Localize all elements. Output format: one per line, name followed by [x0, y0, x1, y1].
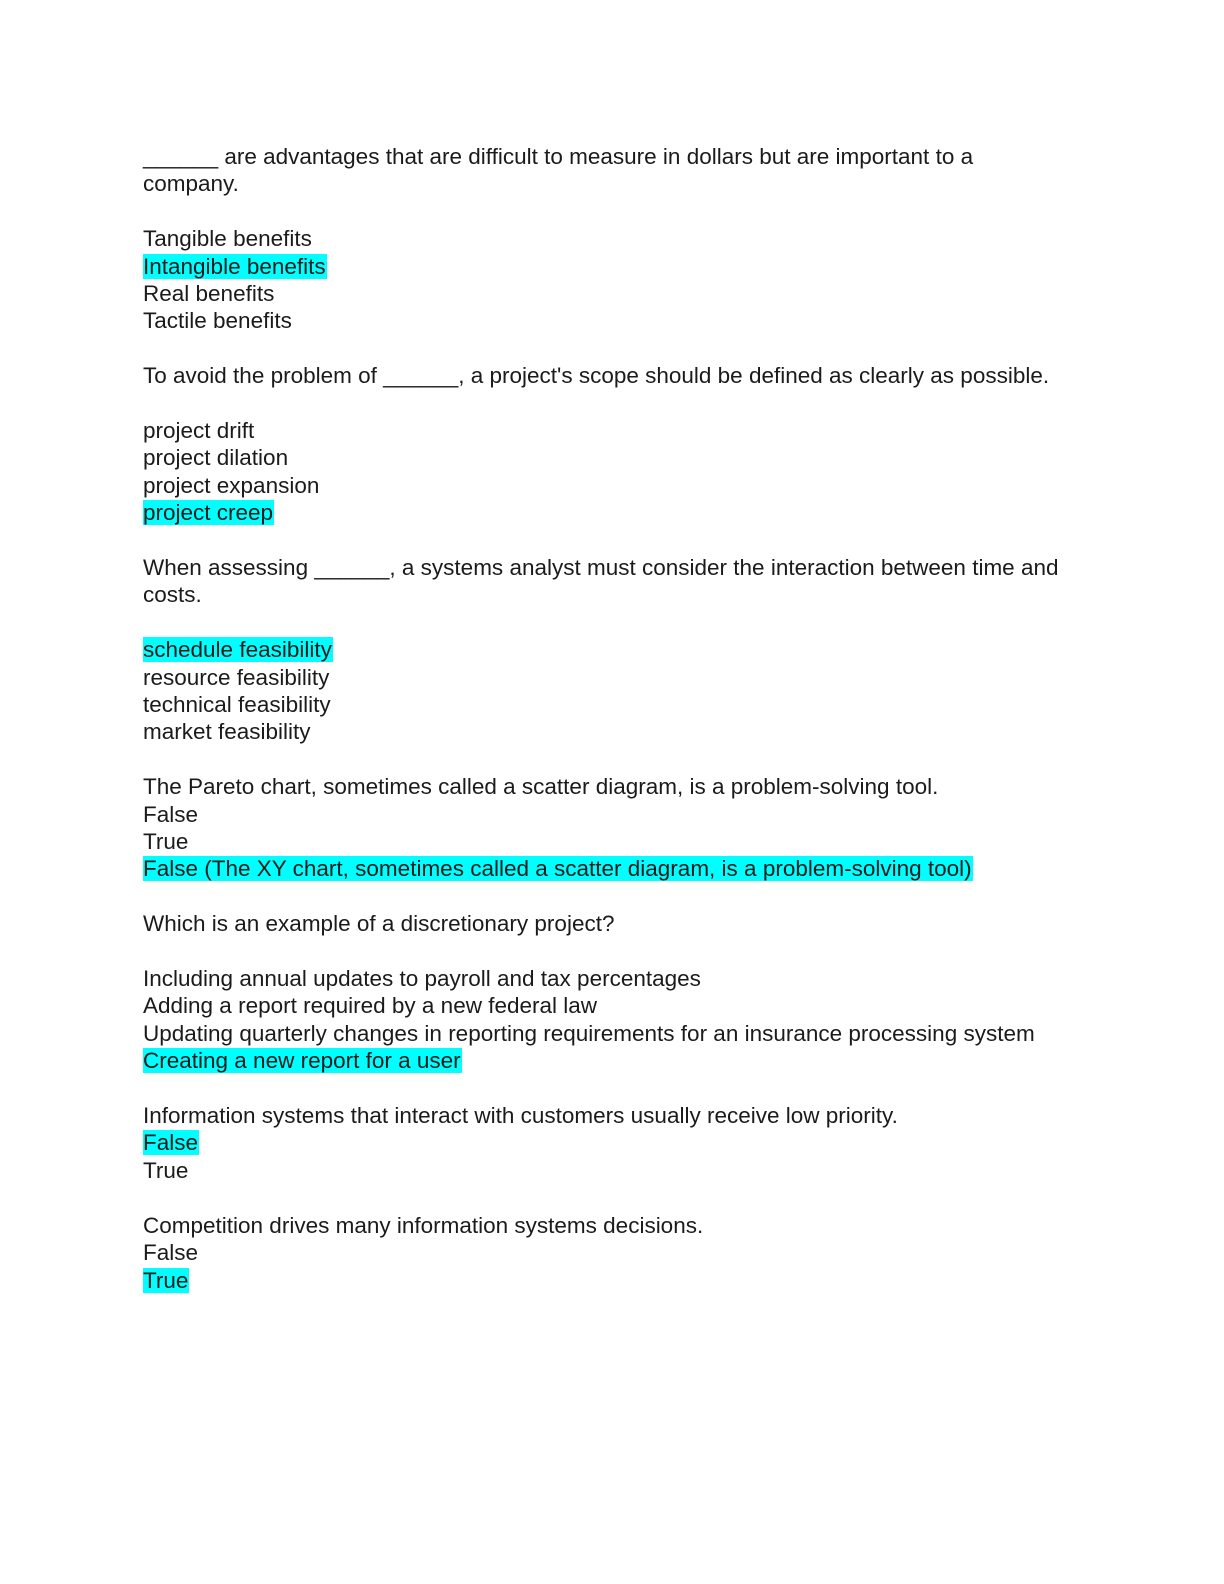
question-3 [143, 554, 1073, 746]
answer-option: project dilation [143, 445, 289, 471]
answer-option-highlighted: schedule feasibility [143, 637, 332, 663]
answer-option: technical feasibility [143, 692, 331, 718]
document-page [143, 143, 1073, 1321]
answer-option: Tactile benefits [143, 308, 292, 334]
question-prompt: When assessing ______, a systems analyst must consider the interaction between time and costs. [143, 555, 1059, 608]
answer-option-highlighted: Intangible benefits [143, 253, 326, 279]
question-prompt: The Pareto chart, sometimes called a scatter diagram, is a problem-solving tool. [143, 774, 939, 800]
answer-option: project drift [143, 418, 255, 444]
answer-option: Real benefits [143, 281, 275, 307]
answer-option-highlighted: False [143, 1130, 199, 1156]
answer-option-highlighted: Creating a new report for a user [143, 1048, 461, 1074]
question-4 [143, 773, 1073, 883]
question-prompt: Competition drives many information systems decisions. [143, 1212, 704, 1238]
question-6 [143, 1102, 1073, 1184]
question-prompt: ______ are advantages that are difficult to measure in dollars but are important to a company. [143, 144, 974, 197]
answer-option: True [143, 829, 189, 855]
answer-option: Tangible benefits [143, 226, 312, 252]
answer-option: resource feasibility [143, 664, 330, 690]
answer-option: False [143, 801, 199, 827]
answer-option: Including annual updates to payroll and tax percentages [143, 966, 701, 992]
question-prompt: To avoid the problem of ______, a project's scope should be defined as clearly as possible. [143, 363, 1050, 389]
question-7 [143, 1212, 1073, 1294]
question-2 [143, 362, 1073, 526]
answer-option: market feasibility [143, 719, 311, 745]
answer-option-highlighted: project creep [143, 500, 274, 526]
answer-option-highlighted: False (The XY chart, sometimes called a scatter diagram, is a problem-solving tool) [143, 856, 972, 882]
answer-option: Adding a report required by a new federal law [143, 993, 598, 1019]
answer-option: True [143, 1157, 189, 1183]
question-1 [143, 143, 1073, 335]
answer-option: project expansion [143, 472, 320, 498]
question-prompt: Which is an example of a discretionary project? [143, 911, 615, 937]
question-prompt: Information systems that interact with customers usually receive low priority. [143, 1103, 898, 1129]
answer-option: Updating quarterly changes in reporting requirements for an insurance processing system [143, 1020, 1035, 1046]
answer-option-highlighted: True [143, 1267, 189, 1293]
answer-option: False [143, 1240, 199, 1266]
question-5 [143, 910, 1073, 1074]
